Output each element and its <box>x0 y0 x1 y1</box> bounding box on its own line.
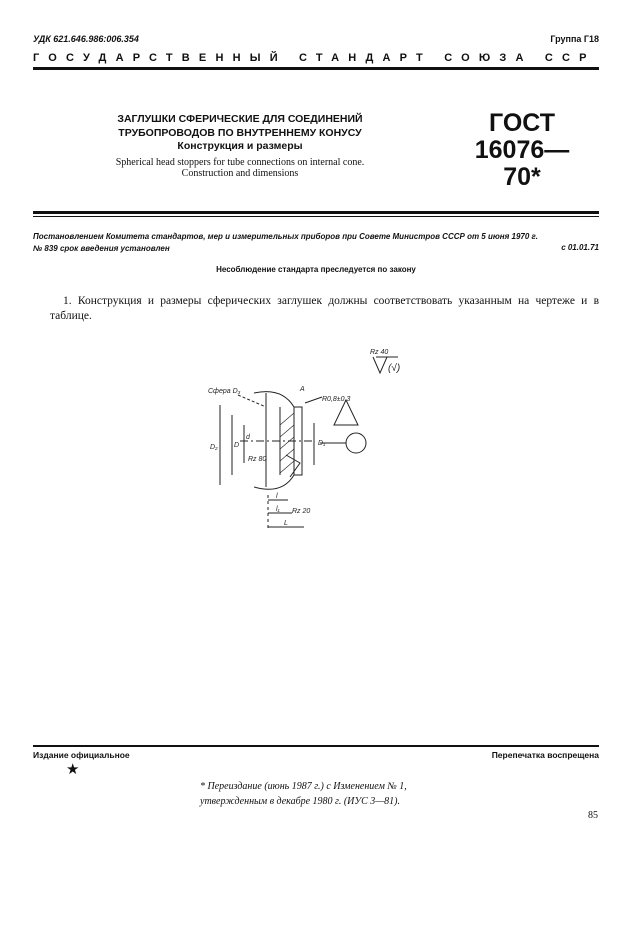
violation-notice: Несоблюдение стандарта преследуется по закону <box>216 265 416 274</box>
sphere-label: Сфера D₃ <box>208 388 241 395</box>
body-paragraph: 1. Конструкция и размеры сферических заглушек должны соответствовать указанным на чертеже и в таблице. <box>50 295 599 322</box>
state-standard-heading: ГОСУДАРСТВЕННЫЙ СТАНДАРТ СОЮЗА ССР <box>33 52 596 64</box>
title-english <box>75 157 405 179</box>
effective-date: с 01.01.71 <box>561 243 599 252</box>
group-code: Группа Г18 <box>550 34 599 44</box>
label-L: L <box>284 520 288 527</box>
label-Rz80: Rz 80 <box>248 456 267 463</box>
official-edition: Издание официальное <box>33 750 130 760</box>
subtitle-russian: Конструкция и размеры <box>177 140 303 152</box>
gost-label: ГОСТ <box>489 109 555 137</box>
section-hatch <box>280 413 294 473</box>
decree-line2: № 839 срок введения установлен <box>33 244 170 253</box>
reprint-prohibited: Перепечатка воспрещена <box>491 750 599 760</box>
title-en-line2: Construction and dimensions <box>181 168 299 179</box>
chamfer-label: R0,8±0,3 <box>322 396 351 403</box>
gost-number: 16076—70* <box>474 136 570 191</box>
roughness-symbol <box>373 357 387 373</box>
decree-line1: Постановлением Комитета стандартов, мер и измерительных приборов при Совете Министров СССР от 5 июня 1970 г. <box>33 232 538 241</box>
title-en-line1: Spherical head stoppers for tube connections on internal cone. <box>115 157 365 168</box>
label-D: D <box>234 442 240 449</box>
header-rule <box>33 67 599 70</box>
triangle-symbol <box>334 400 358 425</box>
title-ru-line1: ЗАГЛУШКИ СФЕРИЧЕСКИЕ ДЛЯ СОЕДИНЕНИЙ <box>117 113 363 125</box>
technical-drawing <box>180 345 410 545</box>
label-Rz20: Rz 20 <box>292 508 311 515</box>
label-l: l <box>276 493 278 500</box>
label-d: d <box>246 434 250 441</box>
decree-text <box>33 231 599 255</box>
label-D2: D₂ <box>210 444 218 451</box>
roughness-main-label: Rz 40 <box>370 349 389 356</box>
reissue-line2: утвержденным в декабре 1980 г. (ИУС 3—81). <box>200 796 400 807</box>
star-icon: ★ <box>66 761 80 778</box>
title-ru-line2: ТРУБОПРОВОДОВ ПО ВНУТРЕННЕМУ КОНУСУ <box>118 127 362 139</box>
label-A: А <box>300 386 305 393</box>
title-rule-thin <box>33 216 599 217</box>
reissue-line1: * Переиздание (июнь 1987 г.) с Изменением № 1, <box>200 781 407 792</box>
stopper-outline <box>254 392 302 490</box>
circle-symbol <box>346 433 366 453</box>
udk-code: УДК 621.646.986:006.354 <box>33 34 139 44</box>
label-l1: l₁ <box>276 506 280 513</box>
footer-rule <box>33 745 599 747</box>
gost-designation <box>462 110 582 191</box>
roughness-paren-label: (√) <box>388 363 401 374</box>
title-rule-thick <box>33 211 599 214</box>
label-D1: D₁ <box>318 440 326 447</box>
page-number: 85 <box>588 810 598 821</box>
title-russian <box>95 112 385 140</box>
reissue-note <box>200 779 460 809</box>
